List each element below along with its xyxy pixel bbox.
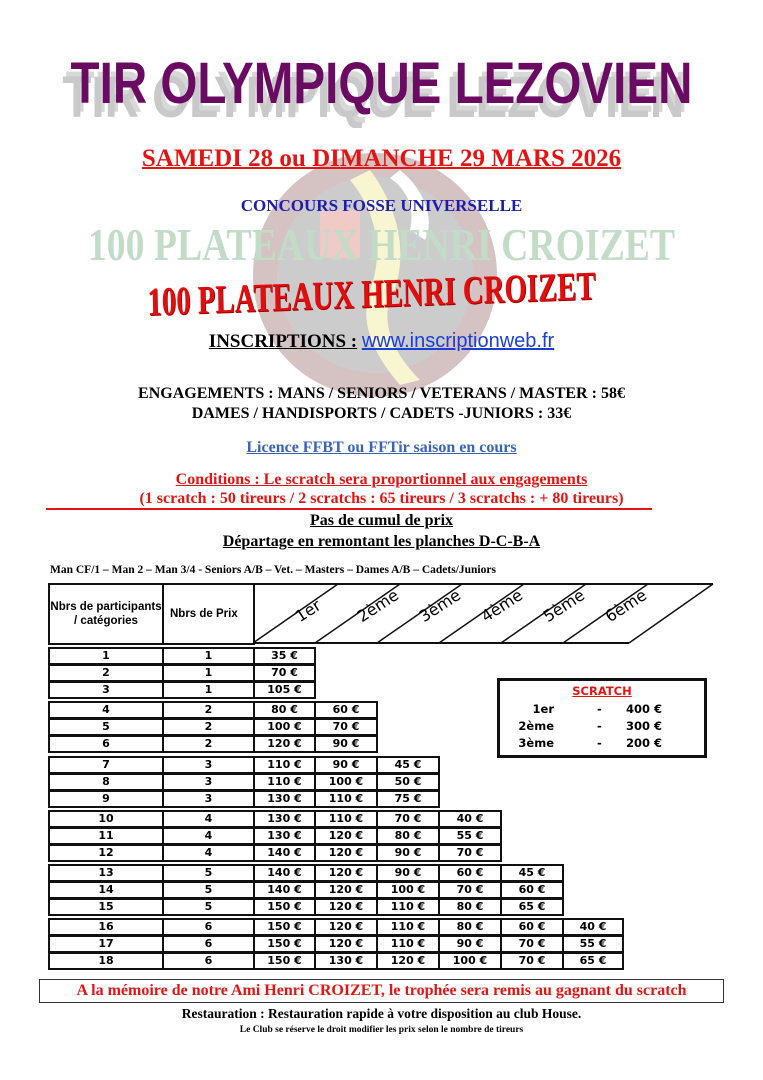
prize-amount-cell: 130 € xyxy=(314,952,378,970)
prize-amount-cell: 90 € xyxy=(314,756,378,774)
prize-amount-cell: 70 € xyxy=(438,844,502,862)
prize-amount-cell: 120 € xyxy=(314,864,378,882)
prize-amount-cell: 120 € xyxy=(314,898,378,916)
scratch-dash: - xyxy=(597,719,602,733)
conditions-line-2: (1 scratch : 50 tireurs / 2 scratchs : 65 tireurs / 3 scratchs : + 80 tireurs) xyxy=(139,490,624,507)
participants-cell: 3 xyxy=(48,681,164,699)
participants-cell: 5 xyxy=(48,718,164,736)
prize-amount-cell: 40 € xyxy=(562,918,624,936)
header-participants: Nbrs de participants / catégories xyxy=(48,583,164,645)
header-prizes: Nbrs de Prix xyxy=(162,583,255,645)
prize-amount-cell: 130 € xyxy=(253,790,316,808)
scratch-amount: 200 € xyxy=(626,736,663,750)
prizes-count-cell: 5 xyxy=(162,864,255,882)
prizes-count-cell: 3 xyxy=(162,756,255,774)
licence-note: Licence FFBT ou FFTir saison en cours xyxy=(246,439,517,456)
prize-amount-cell: 55 € xyxy=(438,827,502,845)
prizes-count-cell: 4 xyxy=(162,810,255,828)
prize-amount-cell: 100 € xyxy=(376,881,440,899)
prize-amount-cell: 60 € xyxy=(438,864,502,882)
scratch-amount: 300 € xyxy=(626,719,663,733)
prize-amount-cell: 70 € xyxy=(500,952,564,970)
participants-cell: 13 xyxy=(48,864,164,882)
prizes-count-cell: 4 xyxy=(162,827,255,845)
inscriptions-label: INSCRIPTIONS : xyxy=(208,331,358,352)
prize-amount-cell: 140 € xyxy=(253,881,316,899)
prize-amount-cell: 70 € xyxy=(314,718,378,736)
prize-amount-cell: 60 € xyxy=(314,701,378,719)
participants-cell: 11 xyxy=(48,827,164,845)
scratch-place: 2ème xyxy=(518,719,554,733)
prize-amount-cell: 90 € xyxy=(314,735,378,753)
scratch-row xyxy=(500,701,704,717)
participants-cell: 1 xyxy=(48,647,164,665)
prize-amount-cell: 150 € xyxy=(253,898,316,916)
conditions-line-1: Conditions : Le scratch sera proportionnel aux engagements xyxy=(175,471,588,488)
prize-amount-cell: 100 € xyxy=(253,718,316,736)
prize-amount-cell: 110 € xyxy=(253,773,316,791)
memorial-note: A la mémoire de notre Ami Henri CROIZET, le trophée sera remis au gagnant du scratch xyxy=(39,979,724,1003)
prize-amount-cell: 120 € xyxy=(314,827,378,845)
rank-header: 3ème xyxy=(415,585,465,626)
prizes-count-cell: 1 xyxy=(162,664,255,682)
prizes-count-cell: 5 xyxy=(162,898,255,916)
participants-cell: 15 xyxy=(48,898,164,916)
engagement-fee-men: ENGAGEMENTS : MANS / SENIORS / VETERANS / MASTER : 58€ xyxy=(138,385,625,402)
prize-amount-cell: 90 € xyxy=(438,935,502,953)
rank-header: 6ème xyxy=(601,585,651,626)
participants-cell: 14 xyxy=(48,881,164,899)
scratch-box xyxy=(497,678,707,758)
prize-amount-cell: 65 € xyxy=(500,898,564,916)
prize-amount-cell: 110 € xyxy=(376,898,440,916)
competition-type: CONCOURS FOSSE UNIVERSELLE xyxy=(240,196,523,215)
prize-amount-cell: 45 € xyxy=(500,864,564,882)
participants-cell: 8 xyxy=(48,773,164,791)
prize-amount-cell: 50 € xyxy=(376,773,440,791)
engagement-fee-women: DAMES / HANDISPORTS / CADETS -JUNIORS : 33€ xyxy=(191,405,572,422)
participants-cell: 9 xyxy=(48,790,164,808)
participants-cell: 12 xyxy=(48,844,164,862)
prize-amount-cell: 75 € xyxy=(376,790,440,808)
prize-amount-cell: 100 € xyxy=(438,952,502,970)
scratch-place: 3ème xyxy=(518,736,554,750)
prize-amount-cell: 120 € xyxy=(314,918,378,936)
prize-amount-cell: 120 € xyxy=(314,844,378,862)
prizes-count-cell: 3 xyxy=(162,790,255,808)
prizes-count-cell: 3 xyxy=(162,773,255,791)
participants-cell: 2 xyxy=(48,664,164,682)
departage-note: Départage en remontant les planches D-C-B-A xyxy=(222,533,541,550)
participants-cell: 6 xyxy=(48,735,164,753)
prizes-count-cell: 1 xyxy=(162,681,255,699)
prize-amount-cell: 80 € xyxy=(376,827,440,845)
prizes-count-cell: 2 xyxy=(162,701,255,719)
prize-amount-cell: 70 € xyxy=(376,810,440,828)
prize-amount-cell: 90 € xyxy=(376,844,440,862)
prize-amount-cell: 40 € xyxy=(438,810,502,828)
scratch-title: SCRATCH xyxy=(572,684,632,698)
conditions-underline xyxy=(46,508,652,510)
prize-amount-cell: 120 € xyxy=(376,952,440,970)
scratch-row xyxy=(500,718,704,734)
prizes-count-cell: 6 xyxy=(162,952,255,970)
prize-amount-cell: 80 € xyxy=(438,898,502,916)
prize-amount-cell: 105 € xyxy=(253,681,316,699)
inscription-link[interactable]: www.inscriptionweb.fr xyxy=(361,330,555,352)
scratch-dash: - xyxy=(597,702,602,716)
prize-amount-cell: 100 € xyxy=(314,773,378,791)
prize-amount-cell: 80 € xyxy=(438,918,502,936)
rank-header: 5ème xyxy=(539,585,589,626)
club-title: TIR OLYMPIQUE LEZOVIEN xyxy=(70,51,693,116)
prize-amount-cell: 110 € xyxy=(314,790,378,808)
prize-amount-cell: 110 € xyxy=(314,810,378,828)
prizes-count-cell: 5 xyxy=(162,881,255,899)
event-date: SAMEDI 28 ou DIMANCHE 29 MARS 2026 xyxy=(141,145,622,172)
participants-cell: 4 xyxy=(48,701,164,719)
participants-cell: 17 xyxy=(48,935,164,953)
prize-amount-cell: 110 € xyxy=(253,756,316,774)
prize-amount-cell: 90 € xyxy=(376,864,440,882)
prize-amount-cell: 60 € xyxy=(500,918,564,936)
prize-amount-cell: 55 € xyxy=(562,935,624,953)
participants-cell: 18 xyxy=(48,952,164,970)
inscriptions xyxy=(0,328,763,354)
prize-amount-cell: 140 € xyxy=(253,844,316,862)
prize-amount-cell: 120 € xyxy=(253,735,316,753)
prize-amount-cell: 120 € xyxy=(314,935,378,953)
restauration-note: Restauration : Restauration rapide à votre disposition au club House. xyxy=(181,1006,582,1021)
categories-line: Man CF/1 – Man 2 – Man 3/4 - Seniors A/B – Vet. – Masters – Dames A/B – Cadets/Juniors xyxy=(50,564,496,576)
scratch-dash: - xyxy=(597,736,602,750)
prize-amount-cell: 110 € xyxy=(376,935,440,953)
rank-header: 4ème xyxy=(477,585,527,626)
prize-amount-cell: 130 € xyxy=(253,827,316,845)
prize-amount-cell: 130 € xyxy=(253,810,316,828)
scratch-row xyxy=(500,735,704,751)
participants-cell: 10 xyxy=(48,810,164,828)
prizes-count-cell: 2 xyxy=(162,735,255,753)
event-name: 100 PLATEAUX HENRI CROIZET xyxy=(146,262,597,325)
prize-amount-cell: 65 € xyxy=(562,952,624,970)
prize-amount-cell: 150 € xyxy=(253,918,316,936)
prize-amount-cell: 70 € xyxy=(500,935,564,953)
prizes-count-cell: 6 xyxy=(162,918,255,936)
participants-cell: 16 xyxy=(48,918,164,936)
prize-amount-cell: 45 € xyxy=(376,756,440,774)
prize-amount-cell: 140 € xyxy=(253,864,316,882)
scratch-place: 1er xyxy=(532,702,554,716)
reserve-note: Le Club se réserve le droit modifier les prix selon le nombre de tireurs xyxy=(239,1025,524,1035)
prize-amount-cell: 70 € xyxy=(253,664,316,682)
no-cumul-note: Pas de cumul de prix xyxy=(309,512,454,529)
prize-amount-cell: 35 € xyxy=(253,647,316,665)
prizes-count-cell: 2 xyxy=(162,718,255,736)
prize-amount-cell: 110 € xyxy=(376,918,440,936)
prize-amount-cell: 150 € xyxy=(253,935,316,953)
prize-amount-cell: 150 € xyxy=(253,952,316,970)
rank-header: 1er xyxy=(291,595,325,626)
prize-amount-cell: 120 € xyxy=(314,881,378,899)
prize-amount-cell: 70 € xyxy=(438,881,502,899)
prizes-count-cell: 1 xyxy=(162,647,255,665)
prizes-count-cell: 4 xyxy=(162,844,255,862)
event-name-shadow: 100 PLATEAUX HENRI CROIZET xyxy=(87,219,676,270)
scratch-amount: 400 € xyxy=(626,702,663,716)
prize-amount-cell: 60 € xyxy=(500,881,564,899)
prize-amount-cell: 80 € xyxy=(253,701,316,719)
rank-header: 2ème xyxy=(353,585,403,626)
participants-cell: 7 xyxy=(48,756,164,774)
prizes-count-cell: 6 xyxy=(162,935,255,953)
